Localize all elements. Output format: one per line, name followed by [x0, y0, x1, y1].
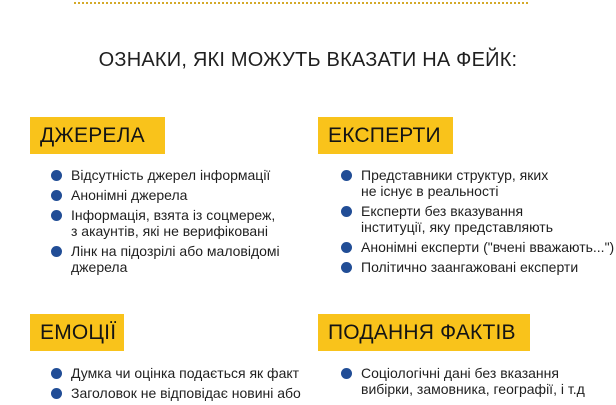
bullet-icon	[51, 190, 62, 201]
list-item	[341, 365, 585, 397]
list-item-text: Анонімні джерела	[71, 187, 188, 203]
page-title: ОЗНАКИ, ЯКІ МОЖУТЬ ВКАЗАТИ НА ФЕЙК:	[98, 49, 518, 71]
list-item-text: джерела	[71, 259, 128, 275]
sources-list	[51, 167, 280, 279]
list-item	[51, 385, 301, 401]
bullet-icon	[341, 368, 352, 379]
list-item	[341, 259, 614, 275]
bullet-icon	[51, 210, 62, 221]
list-item-text: вибірки, замовника, географії, і т.д	[361, 381, 585, 397]
list-item	[51, 167, 280, 183]
list-item-text: не існує в реальності	[361, 183, 499, 199]
bullet-icon	[51, 170, 62, 181]
list-item-text: з акаунтів, які не верифіковані	[71, 223, 269, 239]
section-label-sources: ДЖЕРЕЛА	[30, 117, 165, 154]
bullet-icon	[341, 170, 352, 181]
list-item	[341, 167, 614, 199]
bullet-icon	[341, 206, 352, 217]
list-item-text: Думка чи оцінка подається як факт	[71, 365, 300, 381]
list-item-text: Представники структур, яких	[361, 167, 549, 183]
list-item-text: Лінк на підозрілі або маловідомі	[71, 243, 280, 259]
section-label-experts: ЕКСПЕРТИ	[318, 117, 453, 154]
list-item	[51, 243, 280, 275]
bullet-icon	[51, 368, 62, 379]
bullet-icon	[341, 242, 352, 253]
list-item-text: Експерти без вказування	[361, 203, 524, 219]
list-item-text: Анонімні експерти ("вчені вважають...")	[361, 239, 615, 255]
section-label-emotions: ЕМОЦІЇ	[30, 314, 124, 351]
list-item	[51, 365, 301, 381]
bullet-icon	[51, 246, 62, 257]
list-item-text: Відсутність джерел інформації	[71, 167, 271, 183]
facts-list	[341, 365, 585, 401]
bullet-icon	[51, 388, 62, 399]
list-item-text: Соціологічні дані без вказання	[361, 365, 559, 381]
list-item-text: Інформація, взята із соцмереж,	[71, 207, 276, 223]
list-item-text: інституції, яку представляють	[361, 219, 554, 235]
decorative-dotted-line	[74, 2, 528, 4]
list-item	[341, 203, 614, 235]
list-item-text: Політично заангажовані експерти	[361, 259, 579, 275]
bullet-icon	[341, 262, 352, 273]
list-item	[51, 187, 280, 203]
list-item-text: Заголовок не відповідає новині або	[71, 385, 301, 401]
list-item	[341, 239, 614, 255]
experts-list	[341, 167, 614, 279]
emotions-list	[51, 365, 301, 405]
list-item	[51, 207, 280, 239]
section-label-facts: ПОДАННЯ ФАКТІВ	[318, 314, 530, 351]
